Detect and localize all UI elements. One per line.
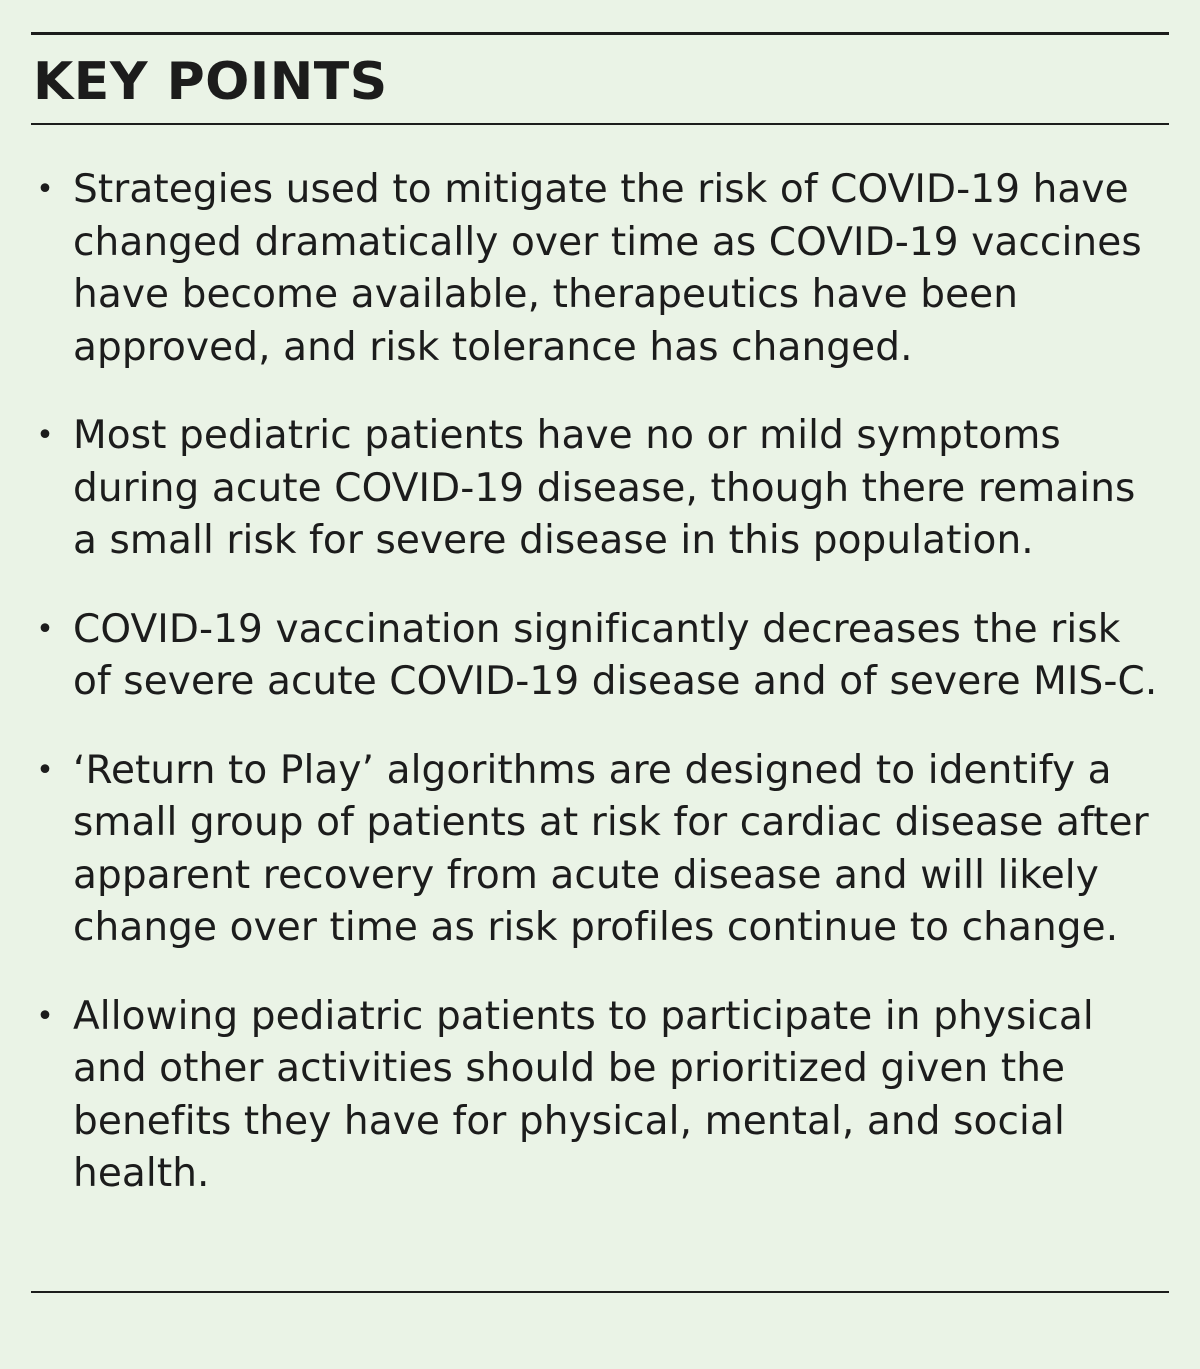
key-point-text: Strategies used to mitigate the risk of COVID-19 have changed dramatically over time as COVID-19 vaccines have become available, therapeutics have been approved, and risk tolerance has changed. [73, 167, 1142, 370]
top-rule [31, 32, 1169, 35]
key-point-text: Allowing pediatric patients to participate in physical and other activities should be prioritized given the benefits they have for physical, mental, and social health. [73, 993, 1094, 1196]
key-points-heading: KEY POINTS [33, 52, 388, 112]
bullet-icon: • [36, 172, 54, 207]
bullet-icon: • [36, 418, 54, 453]
heading-rule [31, 123, 1169, 125]
key-points-list [31, 164, 1169, 1237]
bullet-icon: • [36, 611, 54, 647]
key-point-text: COVID-19 vaccination significantly decreases the risk of severe acute COVID-19 disease and of severe MIS-C. [73, 606, 1158, 704]
key-point-item [31, 164, 1169, 374]
key-point-text: ‘Return to Play’ algorithms are designed to identify a small group of patients at risk for cardiac disease after apparent recovery from acute disease and will likely change over time as risk profiles continue to change. [73, 747, 1149, 950]
key-point-item [31, 991, 1169, 1201]
key-point-item [31, 604, 1169, 709]
bullet-icon: • [36, 752, 54, 788]
key-points-box [31, 32, 1169, 1294]
key-point-text: Most pediatric patients have no or mild symptoms during acute COVID-19 disease, though there remains a small risk for severe disease in this population. [73, 413, 1136, 563]
bottom-rule [31, 1291, 1169, 1293]
bullet-icon: • [36, 998, 54, 1034]
key-point-item [31, 410, 1169, 568]
key-point-item [31, 745, 1169, 955]
